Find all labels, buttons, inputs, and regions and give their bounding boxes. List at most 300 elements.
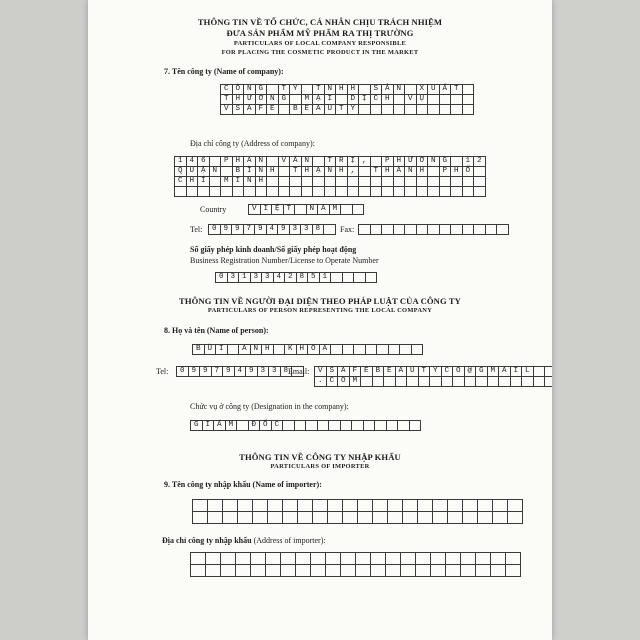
char-box <box>491 565 506 577</box>
char-box <box>221 187 233 197</box>
char-box: 8 <box>313 225 325 235</box>
title-vi-line1: THÔNG TIN VỀ TỔ CHỨC, CÁ NHÂN CHỊU TRÁCH NHIỆM <box>197 17 443 27</box>
char-box: 3 <box>262 273 274 283</box>
char-box <box>416 565 431 577</box>
char-box: K <box>285 345 297 355</box>
scan-background-right <box>552 0 640 640</box>
char-box <box>267 187 279 197</box>
char-box <box>461 553 476 565</box>
char-box <box>418 500 433 512</box>
char-box: H <box>451 167 463 177</box>
char-box <box>506 553 521 565</box>
char-box: Ậ <box>198 167 210 177</box>
char-box: 8 <box>297 273 309 283</box>
char-box <box>446 553 461 565</box>
char-box <box>389 345 401 355</box>
char-box <box>210 157 222 167</box>
char-box: 4 <box>187 157 199 167</box>
char-box <box>221 553 236 565</box>
char-box: Ấ <box>440 85 452 95</box>
company-name-grid[interactable] <box>220 84 474 115</box>
char-box <box>463 105 475 115</box>
char-box: I <box>233 177 245 187</box>
char-box: N <box>256 157 268 167</box>
char-box: N <box>428 157 440 167</box>
char-box <box>296 565 311 577</box>
char-box <box>394 177 406 187</box>
char-box <box>371 157 383 167</box>
char-box <box>396 377 408 387</box>
char-box <box>465 377 477 387</box>
char-box <box>267 85 279 95</box>
char-box <box>283 421 295 431</box>
char-box <box>453 377 465 387</box>
char-box <box>476 565 491 577</box>
char-box: 9 <box>221 225 233 235</box>
char-box: P <box>221 157 233 167</box>
char-box <box>326 553 341 565</box>
char-box: N <box>244 177 256 187</box>
char-box: U <box>407 367 419 377</box>
char-box: N <box>405 167 417 177</box>
char-box <box>405 187 417 197</box>
char-box: P <box>440 167 452 177</box>
char-box <box>463 512 478 524</box>
license-number-grid[interactable] <box>215 272 377 283</box>
char-box: U <box>428 85 440 95</box>
char-box <box>359 167 371 177</box>
char-box <box>298 500 313 512</box>
char-box <box>364 421 376 431</box>
char-box <box>354 345 366 355</box>
char-box <box>371 565 386 577</box>
char-box <box>440 105 452 115</box>
char-box: Ố <box>260 421 272 431</box>
char-box: Q <box>175 167 187 177</box>
char-box: H <box>382 167 394 177</box>
importer-name-grid[interactable] <box>192 499 523 524</box>
representative-title-en: PARTICULARS OF PERSON REPRESENTING THE LOCAL COMPANY <box>207 307 433 314</box>
char-box: H <box>262 345 274 355</box>
char-box: Ô <box>233 85 245 95</box>
char-box: I <box>511 367 523 377</box>
char-box <box>442 377 454 387</box>
char-box: À <box>394 167 406 177</box>
char-box: N <box>244 85 256 95</box>
char-box: E <box>302 105 314 115</box>
char-box <box>371 187 383 197</box>
designation-label: Chức vụ ở công ty (Designation in the company): <box>190 402 349 411</box>
char-box <box>373 512 388 524</box>
char-box <box>348 187 360 197</box>
person-email-grid[interactable] <box>314 366 552 387</box>
char-box <box>387 421 399 431</box>
char-box <box>208 500 223 512</box>
char-box <box>313 512 328 524</box>
char-box <box>295 421 307 431</box>
char-box <box>405 225 417 235</box>
char-box <box>353 205 365 215</box>
char-box <box>403 512 418 524</box>
char-box: N <box>256 167 268 177</box>
char-box <box>208 512 223 524</box>
char-box <box>486 225 498 235</box>
char-box: G <box>191 421 203 431</box>
char-box: 1 <box>239 273 251 283</box>
char-box <box>451 157 463 167</box>
char-box <box>354 273 366 283</box>
char-box <box>326 565 341 577</box>
char-box <box>311 553 326 565</box>
char-box <box>267 157 279 167</box>
char-box <box>382 105 394 115</box>
char-box: E <box>267 105 279 115</box>
char-box <box>478 500 493 512</box>
char-box: M <box>226 421 238 431</box>
char-box: H <box>267 167 279 177</box>
char-box: G <box>440 157 452 167</box>
char-box <box>336 95 348 105</box>
char-box: Ư <box>244 95 256 105</box>
char-box <box>417 105 429 115</box>
char-box <box>206 565 221 577</box>
char-box <box>221 167 233 177</box>
company-tel-grid[interactable] <box>208 224 336 235</box>
char-box <box>336 177 348 187</box>
char-box <box>440 177 452 187</box>
char-box <box>476 377 488 387</box>
char-box <box>318 421 330 431</box>
country-label: Country <box>200 205 227 214</box>
char-box: N <box>394 85 406 95</box>
char-box: N <box>325 85 337 95</box>
char-box <box>451 177 463 187</box>
char-box: Ư <box>405 157 417 167</box>
char-box: 5 <box>308 273 320 283</box>
char-box: 1 <box>463 157 475 167</box>
country-grid[interactable] <box>248 204 364 215</box>
char-box <box>279 167 291 177</box>
char-box <box>236 565 251 577</box>
char-box <box>266 553 281 565</box>
side-stamp-mark <box>547 258 552 338</box>
char-box <box>233 187 245 197</box>
importer-title-vi: THÔNG TIN VỀ CÔNG TY NHẬP KHẨU <box>239 452 401 462</box>
char-box <box>497 225 509 235</box>
char-box <box>534 367 546 377</box>
char-box: G <box>256 85 268 95</box>
char-box <box>366 273 378 283</box>
char-box <box>251 553 266 565</box>
char-box <box>193 512 208 524</box>
char-box <box>251 565 266 577</box>
char-box: E <box>361 367 373 377</box>
char-box: D <box>348 95 360 105</box>
char-box <box>461 565 476 577</box>
char-box: T <box>221 95 233 105</box>
char-box: C <box>272 421 284 431</box>
importer-address-label: Địa chỉ công ty nhập khẩu (Address of importer): <box>162 536 326 545</box>
char-box <box>474 167 486 177</box>
char-box <box>366 345 378 355</box>
char-box: C <box>371 95 383 105</box>
char-box <box>329 421 341 431</box>
char-box: Y <box>290 85 302 95</box>
char-box <box>359 105 371 115</box>
char-box <box>545 377 552 387</box>
char-box: B <box>290 105 302 115</box>
char-box <box>341 565 356 577</box>
char-box <box>302 187 314 197</box>
char-box <box>268 500 283 512</box>
char-box: H <box>336 167 348 177</box>
char-box: F <box>350 367 362 377</box>
char-box: Ơ <box>256 95 268 105</box>
char-box: Ố <box>463 167 475 177</box>
char-box: V <box>315 367 327 377</box>
char-box <box>313 187 325 197</box>
char-box <box>281 553 296 565</box>
char-box: 9 <box>189 367 201 377</box>
char-box: T <box>419 367 431 377</box>
char-box: 4 <box>235 367 247 377</box>
char-box: 4 <box>274 273 286 283</box>
char-box: 6 <box>198 157 210 167</box>
char-box <box>328 512 343 524</box>
char-box <box>405 105 417 115</box>
char-box <box>356 553 371 565</box>
char-box: Ả <box>382 85 394 95</box>
designation-grid[interactable] <box>190 420 421 431</box>
char-box <box>506 565 521 577</box>
char-box <box>401 553 416 565</box>
char-box: I <box>203 421 215 431</box>
char-box <box>474 225 486 235</box>
char-box <box>463 95 475 105</box>
char-box <box>358 500 373 512</box>
char-box: Í <box>198 177 210 187</box>
char-box <box>341 553 356 565</box>
char-box <box>375 421 387 431</box>
char-box: 0 <box>209 225 221 235</box>
char-box: 8 <box>281 367 293 377</box>
char-box: B <box>193 345 205 355</box>
char-box <box>416 553 431 565</box>
char-box <box>313 177 325 187</box>
char-box <box>343 500 358 512</box>
char-box: C <box>442 367 454 377</box>
char-box: S <box>233 105 245 115</box>
person-email-label: Email: <box>288 367 310 376</box>
char-box <box>268 512 283 524</box>
char-box: Ụ <box>417 95 429 105</box>
char-box: F <box>256 105 268 115</box>
char-box <box>228 345 240 355</box>
char-box: S <box>371 85 383 95</box>
char-box: 0 <box>216 273 228 283</box>
char-box <box>491 553 506 565</box>
char-box <box>440 187 452 197</box>
char-box: Ị <box>359 95 371 105</box>
char-box: T <box>336 105 348 115</box>
person-name-grid[interactable] <box>192 344 423 355</box>
char-box: H <box>394 157 406 167</box>
company-name-label: 7. Tên công ty (Name of company): <box>164 67 284 76</box>
char-box <box>279 105 291 115</box>
char-box: Ị <box>348 157 360 167</box>
char-box <box>371 177 383 187</box>
char-box: H <box>256 177 268 187</box>
char-box <box>371 105 383 115</box>
char-box <box>499 377 511 387</box>
char-box: 4 <box>267 225 279 235</box>
char-box: T <box>451 85 463 95</box>
char-box: 9 <box>278 225 290 235</box>
license-label-vi: Số giấy phép kinh doanh/Số giấy phép hoạt động <box>190 245 357 254</box>
char-box <box>463 85 475 95</box>
char-box: @ <box>465 367 477 377</box>
representative-title-vi: THÔNG TIN VỀ NGƯỜI ĐẠI DIỆN THEO PHÁP LUẬT CỦA CÔNG TY <box>179 296 461 306</box>
char-box <box>358 512 373 524</box>
person-tel-label: Tel: <box>156 367 169 376</box>
char-box <box>221 565 236 577</box>
char-box: I <box>216 345 228 355</box>
char-box <box>407 377 419 387</box>
char-box <box>448 512 463 524</box>
license-label-en: Business Registration Number/License to Operate Number <box>190 256 379 265</box>
char-box <box>274 345 286 355</box>
char-box <box>405 177 417 187</box>
char-box <box>394 187 406 197</box>
char-box: A <box>338 367 350 377</box>
char-box: S <box>327 367 339 377</box>
char-box <box>341 205 353 215</box>
char-box: M <box>330 205 342 215</box>
char-box <box>325 177 337 187</box>
char-box: , <box>348 167 360 177</box>
char-box: 1 <box>320 273 332 283</box>
char-box: E <box>384 367 396 377</box>
char-box: 3 <box>251 273 263 283</box>
char-box <box>493 500 508 512</box>
char-box <box>384 377 396 387</box>
char-box <box>343 273 355 283</box>
char-box <box>283 500 298 512</box>
char-box <box>419 377 431 387</box>
char-box: A <box>396 367 408 377</box>
char-box: H <box>187 177 199 187</box>
char-box: A <box>244 105 256 115</box>
char-box <box>290 187 302 197</box>
char-box <box>418 512 433 524</box>
char-box: N <box>302 157 314 167</box>
char-box: V <box>279 157 291 167</box>
form-page <box>88 0 552 640</box>
char-box <box>463 225 475 235</box>
company-fax-grid[interactable] <box>358 224 509 235</box>
char-box: T <box>313 85 325 95</box>
char-box: H <box>297 345 309 355</box>
char-box <box>238 500 253 512</box>
char-box: H <box>233 157 245 167</box>
char-box <box>451 187 463 197</box>
char-box <box>223 500 238 512</box>
char-box <box>511 377 523 387</box>
char-box <box>256 187 268 197</box>
char-box <box>302 177 314 187</box>
importer-address-grid[interactable] <box>190 552 521 577</box>
char-box <box>175 187 187 197</box>
char-box <box>325 187 337 197</box>
char-box: Ờ <box>417 157 429 167</box>
char-box <box>352 421 364 431</box>
char-box <box>237 421 249 431</box>
char-box: M <box>302 95 314 105</box>
char-box <box>336 187 348 197</box>
char-box: T <box>371 167 383 177</box>
char-box <box>331 345 343 355</box>
company-address-grid[interactable] <box>174 156 486 197</box>
char-box: 9 <box>255 225 267 235</box>
char-box <box>433 512 448 524</box>
char-box <box>371 225 383 235</box>
char-box <box>417 187 429 197</box>
scan-background-left <box>0 0 88 640</box>
char-box: Ạ <box>313 167 325 177</box>
char-box: H <box>302 167 314 177</box>
company-fax-label: Fax: <box>340 225 355 234</box>
char-box: V <box>221 105 233 115</box>
char-box <box>373 377 385 387</box>
char-box <box>398 421 410 431</box>
char-box: C <box>327 377 339 387</box>
char-box <box>446 565 461 577</box>
char-box <box>244 187 256 197</box>
char-box <box>361 377 373 387</box>
char-box: A <box>499 367 511 377</box>
char-box: . <box>315 377 327 387</box>
char-box: B <box>233 167 245 177</box>
char-box: A <box>313 105 325 115</box>
char-box: N <box>325 167 337 177</box>
char-box <box>417 225 429 235</box>
char-box: 7 <box>212 367 224 377</box>
char-box: 2 <box>474 157 486 167</box>
char-box <box>474 187 486 197</box>
char-box: N <box>251 345 263 355</box>
char-box <box>266 565 281 577</box>
char-box: H <box>336 85 348 95</box>
char-box: B <box>373 367 385 377</box>
char-box <box>386 553 401 565</box>
char-box: N <box>307 205 319 215</box>
char-box <box>428 105 440 115</box>
char-box: H <box>382 95 394 105</box>
char-box <box>311 565 326 577</box>
char-box <box>306 421 318 431</box>
char-box <box>359 85 371 95</box>
char-box <box>290 177 302 187</box>
char-box: 7 <box>244 225 256 235</box>
char-box <box>253 512 268 524</box>
char-box <box>394 95 406 105</box>
person-tel-grid[interactable] <box>176 366 304 377</box>
char-box <box>403 500 418 512</box>
char-box: Y <box>430 367 442 377</box>
char-box <box>328 500 343 512</box>
char-box: , <box>359 157 371 167</box>
char-box: R <box>336 157 348 167</box>
